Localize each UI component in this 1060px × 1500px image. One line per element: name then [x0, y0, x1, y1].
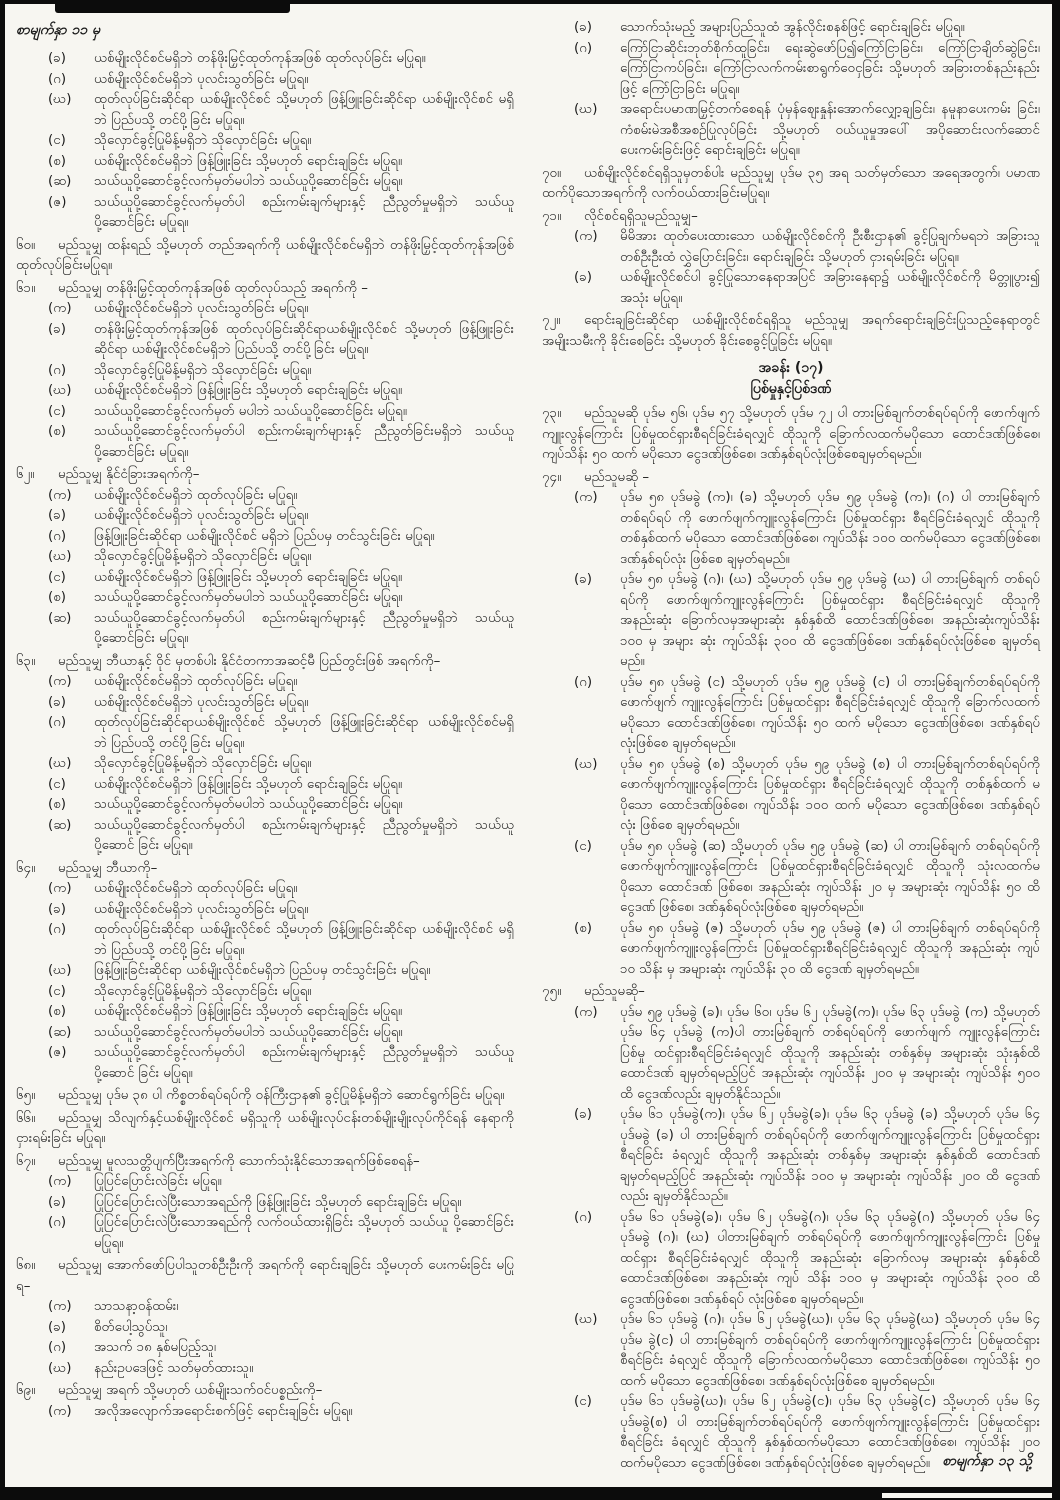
- list-item: [542, 268, 1040, 309]
- item-label: (ဃ): [48, 963, 72, 979]
- item-text: သယ်ယူပို့ဆောင်ခွင့်လက်မှတ်ပါ စည်းကမ်းချက်များနှင့် ညီညွတ်ခြင်းမရှိဘဲ သယ်ယူ ပို့ဆောင်ခြင်း မပြုရ။: [94, 424, 514, 460]
- list-item: [16, 775, 514, 796]
- item-text: ယစ်မျိုးလိုင်စင်မရှိဘဲ တန်ဖိုးမြှင့်ထုတ်ကုန်အဖြစ် ထုတ်လုပ်ခြင်း မပြုရ။: [94, 51, 426, 67]
- item-label: (စ): [48, 1004, 66, 1020]
- item-text: ပုဒ်မ ၆၁ ပုဒ်မခွဲ(ခ)၊ ပုဒ်မ ၆၂ ပုဒ်မခွဲ(ဂ)၊ ပုဒ်မ ၆၃ ပုဒ်မခွဲ(ဂ) သို့မဟုတ် ပုဒ်မ ၆၄ ပုဒ်မခွဲ (ဂ)၊ (ဃ) ပါတားမြစ်ချက် တစ်ရပ်ရပ်ကို ဖောက်ဖျက်ကျူးလွန်ကြောင်း ပြစ်မှုထင်ရှား စီရင်ခြင်းခံရလျှင် ထိုသူကို အနည်းဆုံး ခြောက်လမှ အများဆုံး နှစ်နှစ်ထိ ထောင်ဒဏ်ဖြစ်စေ၊ အနည်းဆုံး ကျပ် သိန်း ၁ဝဝ မှ အများဆုံး ကျပ်သိန်း ၃ဝဝ ထိ ငွေဒဏ်ဖြစ်စေ၊ ဒဏ်နှစ်ရပ် လုံးဖြစ်စေ ချမှတ်ရမည်။: [620, 1209, 1040, 1307]
- section-text: လိုင်စင်ရရှိသူမည်သူမျှ–: [584, 208, 698, 224]
- item-label: (က): [48, 487, 72, 503]
- list-item: [16, 70, 514, 91]
- item-text: သယ်ယူပို့ဆောင်ခွင့်လက်မှတ်မပါဘဲ သယ်ယူပို့ဆောင်ခြင်း မပြုရ။: [94, 797, 403, 813]
- item-text: ပုဒ်မ ၆၁ ပုဒ်မခွဲ(က)၊ ပုဒ်မ ၆၂ ပုဒ်မခွဲ(ခ)၊ ပုဒ်မ ၆၃ ပုဒ်မခွဲ (ခ) သို့မဟုတ် ပုဒ်မ ၆၄ ပုဒ်မခွဲ (ခ) ပါ တားမြစ်ချက် တစ်ရပ်ရပ်ကို ဖောက်ဖျက်ကျူးလွန်ကြောင်း ပြစ်မှုထင်ရှား စီရင်ခြင်း ခံရလျှင် ထိုသူကို အနည်းဆုံး တစ်နှစ်မှ အများဆုံး နှစ်နှစ်ထိ ထောင်ဒဏ် ချမှတ်ရမည့်ပြင် အနည်းဆုံး ကျပ်သိန်း ၁ဝဝ မှ အများဆုံး ကျပ်သိန်း ၂ဝဝ ထိ ငွေဒဏ်လည်း ချမှတ်နိုင်သည်။: [620, 1107, 1040, 1204]
- list-item: [16, 795, 514, 816]
- item-label: (ခ): [48, 321, 66, 337]
- item-text: ယစ်မျိုးလိုင်စင်ပါ ခွင့်ပြုသောနေရာအပြင် အခြားနေရာ၌ ယစ်မျိုးလိုင်စင်ကို မိတ္တူပွား၍ အသုံး မပြုရ။: [620, 270, 1040, 306]
- item-label: (ခ): [574, 572, 592, 587]
- list-item: [16, 90, 514, 131]
- section-text: မည်သူမဆို –: [584, 469, 650, 485]
- list-item: [16, 547, 514, 568]
- item-label: (ဂ): [48, 922, 67, 938]
- item-label: (က): [48, 301, 72, 317]
- item-text: ထုတ်လုပ်ခြင်းဆိုင်ရာ ယစ်မျိုးလိုင်စင် သို့မဟုတ် ဖြန့်ဖြူးခြင်းဆိုင်ရာ ယစ်မျိုးလိုင်စင် မရှိဘဲ ပြည်ပသို့ တင်ပို့ခြင်း မပြုရ။: [94, 922, 514, 958]
- item-label: (ဆ): [48, 610, 72, 626]
- item-label: (ဃ): [48, 383, 72, 399]
- item-label: (င): [48, 776, 66, 792]
- item-label: (က): [48, 1174, 72, 1190]
- section-paragraph: [542, 468, 1040, 489]
- section-text: ရောင်းချခြင်းဆိုင်ရာ ယစ်မျိုးလိုင်စင်ရရှိသူ မည်သူမျှ အရက်ရောင်းချခြင်းပြုသည့်နေရာတွင် အမျိုးသမီးကို ခိုင်းစေခြင်း သို့မဟုတ် ခိုင်းစေခွင့်ပြုခြင်း မပြုရ။: [542, 313, 1040, 349]
- item-label: (ဃ): [48, 92, 72, 108]
- list-item: [16, 381, 514, 402]
- item-label: (ဆ): [48, 174, 72, 190]
- section-text: မည်သူမျှ အရက် သို့မဟုတ် ယစ်မျိုးသက်ဝင်ပစ္စည်းကို–: [58, 1383, 323, 1399]
- list-item: [542, 673, 1040, 755]
- section-paragraph: [542, 982, 1040, 1003]
- chapter-heading-line: ပြစ်မှုနှင့်ပြစ်ဒဏ်: [750, 381, 832, 397]
- item-label: (ဂ): [48, 71, 67, 87]
- item-text: သယ်ယူပို့ဆောင်ခွင့်လက်မှတ် မပါဘဲ သယ်ယူပို့ဆောင်ခြင်း မပြုရ။: [94, 403, 407, 419]
- section-text: ယစ်မျိုးလိုင်စင်ရရှိသူမှတစ်ပါး မည်သူမျှ ပုဒ်မ ၃၅ အရ သတ်မှတ်သော အရေအတွက်၊ ပမာဏ ထက်ပိုသောအရက်ကို လက်ဝယ်ထားခြင်းမပြုရ။: [542, 165, 1040, 201]
- item-text: ဖြန့်ဖြူးခြင်းဆိုင်ရာ ယစ်မျိုးလိုင်စင် မရှိဘဲ ပြည်ပမှ တင်သွင်းခြင်း မပြုရ။: [94, 528, 435, 544]
- section-number: ၆ဝ။: [16, 237, 36, 253]
- item-label: (ဃ): [574, 756, 598, 772]
- section-number: ၇၅။: [542, 984, 562, 999]
- item-label: (င): [48, 403, 66, 419]
- item-text: သိုလှောင်ခွင့်ပြုမိန့်မရှိဘဲ သိုလှောင်ခြင်း မပြုရ။: [94, 756, 312, 772]
- section: [16, 1109, 514, 1150]
- item-text: သိုလှောင်ခွင့်ပြုမိန့်မရှိဘဲ သိုလှောင်ခြင်း မပြုရ။: [94, 362, 312, 378]
- item-label: (က): [48, 881, 72, 897]
- chapter-heading-line: အခန်း (၁၇): [758, 360, 824, 376]
- item-label: (ခ): [48, 694, 66, 710]
- item-text: သယ်ယူပို့ဆောင်ခွင့်လက်မှတ်ပါ စည်းကမ်းချက်များနှင့် ညီညွတ်မှုမရှိဘဲ သယ်ယူပို့ဆောင် ခြင်း မပြုရ။: [94, 817, 514, 854]
- list-item: [16, 1338, 514, 1359]
- page-content: [16, 18, 1040, 1478]
- section-number: ၆၃။: [16, 653, 36, 669]
- item-label: (ခ): [574, 1107, 592, 1122]
- item-text: ပုဒ်မ ၅၈ ပုဒ်မခွဲ (င) သို့မဟုတ် ပုဒ်မ ၅၉ ပုဒ်မခွဲ (င) ပါ တားမြစ်ချက်တစ်ရပ်ရပ်ကို ဖောက်ဖျက် ကျူးလွန်ကြောင်း ပြစ်မှုထင်ရှား စီရင်ခြင်းခံရလျှင် ထိုသူကို ခြောက်လထက် မပိုသော ထောင်ဒဏ်ဖြစ်စေ၊ ကျပ်သိန်း ၅ဝ ထက် မပိုသော ငွေဒဏ်ဖြစ်စေ၊ ဒဏ်နှစ်ရပ် လုံးဖြစ်စေ ချမှတ်ရမည်။: [620, 674, 1040, 751]
- item-text: သယ်ယူပို့ဆောင်ခွင့်လက်မှတ်ပါ စည်းကမ်းချက်များနှင့် ညီညွတ်မှုမရှိဘဲ သယ်ယူပို့ဆောင် ခြင်း မပြုရ။: [94, 1045, 514, 1081]
- item-label: (ဂ): [574, 674, 593, 690]
- section-text: မည်သူမျှ နိုင်ငံခြားအရက်ကို–: [58, 467, 200, 483]
- item-label: (ဂ): [48, 362, 67, 378]
- section: [542, 164, 1040, 205]
- item-text: ပြုပြင်ပြောင်းလဲပြီးသောအရည်ကို ဖြန့်ဖြူးခြင်း သို့မဟုတ် ရောင်းချခြင်း မပြုရ။: [94, 1194, 462, 1210]
- list-item: [16, 527, 514, 548]
- list-item: [16, 1213, 514, 1254]
- item-text: ပြုပြင်ပြောင်းလဲခြင်း မပြုရ။: [94, 1174, 222, 1190]
- item-text: ပုဒ်မ ၆၁ ပုဒ်မခွဲ (ဂ)၊ ပုဒ်မ ၆၂ ပုဒ်မခွဲ(ဃ)၊ ပုဒ်မ ၆၃ ပုဒ်မခွဲ(ဃ) သို့မဟုတ် ပုဒ်မ ၆၄ ပုဒ်မ ခွဲ(င) ပါ တားမြစ်ချက် တစ်ရပ်ရပ်ကို ဖောက်ဖျက်ကျူးလွန်ကြောင်း ပြစ်မှုထင်ရှား စီရင်ခြင်း ခံရလျှင် ထိုသူကို ခြောက်လထက်မပိုသော ထောင်ဒဏ်ဖြစ်စေ၊ ကျပ်သိန်း ၅ဝ ထက် မပိုသော ငွေဒဏ်ဖြစ်စေ၊ ဒဏ်နှစ်ရပ်လုံးဖြစ်စေ ချမှတ်ရမည်။: [620, 1312, 1040, 1389]
- item-label: (က): [48, 1403, 72, 1419]
- section: [16, 859, 514, 1085]
- item-text: သိုလှောင်ခွင့်ပြုမိန့်မရှိဘဲ သိုလှောင်ခြင်း မပြုရ။: [94, 983, 312, 999]
- item-text: စိတ်ပေါ့သွပ်သူ၊: [94, 1319, 168, 1335]
- section-paragraph: [16, 1086, 514, 1107]
- section: [16, 236, 514, 277]
- item-text: အရောင်းပမာဏမြှင့်တက်စေရန် ပုံမှန်ဈေးနှုန်းအောက်လျှော့ချခြင်း၊ နမူနာပေးကမ်း ခြင်း၊ ကံစမ်းမဲအစီအစဉ်ပြုလုပ်ခြင်း သို့မဟုတ် ဝယ်ယူမှုအပေါ် အပိုဆောင်းလက်ဆောင် ပေးကမ်းခြင်းဖြင့် ရောင်းချခြင်း မပြုရ။: [620, 102, 1040, 158]
- list-item: [16, 816, 514, 857]
- section-number: ၆၄။: [16, 860, 36, 876]
- scan-border-right: [1052, 0, 1060, 1500]
- item-label: (ခ): [48, 508, 66, 524]
- list-item: [16, 152, 514, 173]
- section: [16, 652, 514, 857]
- section-number: ၇၄။: [542, 469, 562, 485]
- item-text: ပုဒ်မ ၅၈ ပုဒ်မခွဲ (ဇ) သို့မဟုတ် ပုဒ်မ ၅၉ ပုဒ်မခွဲ (ဇ) ပါ တားမြစ်ချက် တစ်ရပ်ရပ်ကို ဖောက်ဖျက်ကျူးလွန်ကြောင်း ပြစ်မှုထင်ရှားစီရင်ခြင်းခံရလျှင် ထိုသူကို အနည်းဆုံး ကျပ် ၁ဝ သိန်း မှ အများဆုံး ကျပ်သိန်း ၃ဝ ထိ ငွေဒဏ် ချမှတ်ရမည်။: [620, 920, 1040, 977]
- item-text: ယစ်မျိုးလိုင်စင်မရှိဘဲ ထုတ်လုပ်ခြင်း မပြုရ။: [94, 881, 298, 897]
- section-text: မည်သူမဆို–: [584, 984, 645, 999]
- list-item: [542, 919, 1040, 981]
- left-column: [16, 18, 514, 1478]
- item-text: ပုဒ်မ ၆၁ ပုဒ်မခွဲ(ဃ)၊ ပုဒ်မ ၆၂ ပုဒ်မခွဲ(င)၊ ပုဒ်မ ၆၃ ပုဒ်မခွဲ(င) သို့မဟုတ် ပုဒ်မ ၆၄ ပုဒ်မခွဲ(စ) ပါ တားမြစ်ချက်တစ်ရပ်ရပ်ကို ဖောက်ဖျက်ကျူးလွန်ကြောင်း ပြစ်မှုထင်ရှားစီရင်ခြင်း ခံရလျှင် ထိုသူကို နှစ်နှစ်ထက်မပိုသော ထောင်ဒဏ်ဖြစ်စေ၊ ကျပ်သိန်း ၂ဝဝ ထက်မပိုသော ငွေဒဏ်ဖြစ်စေ၊ ဒဏ်နှစ်ရပ်လုံးဖြစ်စေ ချမှတ်ရမည်။: [620, 1394, 1040, 1471]
- item-text: ပုဒ်မ ၅၉ ပုဒ်မခွဲ (ခ)၊ ပုဒ်မ ၆ဝ၊ ပုဒ်မ ၆၂ ပုဒ်မခွဲ(က)၊ ပုဒ်မ ၆၃ ပုဒ်မခွဲ (က) သို့မဟုတ် ပုဒ်မ ၆၄ ပုဒ်မခွဲ (က)ပါ တားမြစ်ချက် တစ်ရပ်ရပ်ကို ဖောက်ဖျက် ကျူးလွန်ကြောင်း ပြစ်မှု ထင်ရှားစီရင်ခြင်းခံရလျှင် ထိုသူကို အနည်းဆုံး တစ်နှစ်မှ အများဆုံး သုံးနှစ်ထိ ထောင်ဒဏ် ချမှတ်ရမည့်ပြင် အနည်းဆုံး ကျပ်သိန်း ၂ဝဝ မှ အများဆုံး ကျပ်သိန်း ၅ဝဝ ထိ ငွေဒဏ်လည်း ချမှတ်နိုင်သည်။: [620, 1004, 1040, 1102]
- section-paragraph: [16, 1109, 514, 1150]
- item-text: ထုတ်လုပ်ခြင်းဆိုင်ရာယစ်မျိုးလိုင်စင် သို့မဟုတ် ဖြန့်ဖြူးခြင်းဆိုင်ရာ ယစ်မျိုးလိုင်စင်မရှိ ဘဲ ပြည်ပသို့ တင်ပို့ခြင်း မပြုရ။: [94, 715, 514, 751]
- list-item: [16, 361, 514, 382]
- list-item: [542, 227, 1040, 268]
- item-text: သာသနာ့ဝန်ထမ်း၊: [94, 1299, 179, 1315]
- section-number: ၆၂။: [16, 467, 35, 483]
- item-text: ယစ်မျိုးလိုင်စင်မရှိဘဲ ဖြန့်ဖြူးခြင်း သို့မဟုတ် ရောင်းချခြင်း မပြုရ။: [94, 569, 402, 585]
- list-item: [16, 1297, 514, 1318]
- section-text: မည်သူမျှ ဘီယာကို–: [58, 860, 158, 876]
- item-text: ယစ်မျိုးလိုင်စင်မရှိဘဲ ပုလင်းသွတ်ခြင်း မပြုရ။: [94, 694, 309, 710]
- list-item: [16, 1402, 514, 1423]
- list-item: [16, 568, 514, 589]
- section-number: ၇၁။: [542, 208, 562, 224]
- item-text: သယ်ယူပို့ဆောင်ခွင့်လက်မှတ်ပါ စည်းကမ်းချက်များနှင့် ညီညွတ်မှုမရှိဘဲ သယ်ယူ ပို့ဆောင်ခြင်း မပြုရ။: [94, 610, 514, 647]
- item-label: (က): [574, 490, 598, 505]
- section: [16, 465, 514, 650]
- item-text: အလိုအလျောက်အရောင်းစက်ဖြင့် ရောင်းချခြင်း မပြုရ။: [94, 1403, 353, 1419]
- section-number: ၆၈။: [16, 1258, 36, 1274]
- section: [16, 1256, 514, 1379]
- item-label: (ဂ): [574, 40, 593, 56]
- item-label: (စ): [48, 424, 66, 440]
- list-item: [542, 837, 1040, 919]
- item-label: (ဂ): [48, 1340, 67, 1356]
- section-paragraph: [16, 1381, 514, 1402]
- page-header: စာမျက်နှာ ၁၁ မှ: [16, 22, 101, 38]
- list-item: [16, 713, 514, 754]
- item-label: (ဂ): [48, 1215, 67, 1231]
- item-text: ပြုပြင်ပြောင်းလဲပြီးသောအရည်ကို လက်ဝယ်ထားရှိခြင်း သို့မဟုတ် သယ်ယူ ပို့ဆောင်ခြင်း မပြုရ။: [94, 1215, 514, 1251]
- item-text: ယစ်မျိုးလိုင်စင်မရှိဘဲ ပုလင်းသွတ်ခြင်း မပြုရ။: [94, 508, 309, 524]
- list-item: [16, 1023, 514, 1044]
- section-paragraph: [16, 652, 514, 673]
- item-label: (စ): [48, 153, 66, 169]
- section-paragraph: [542, 404, 1040, 466]
- list-item: [16, 1318, 514, 1339]
- chapter-heading: [542, 358, 1040, 400]
- item-label: (ဇ): [48, 194, 67, 210]
- item-label: (ဇ): [48, 1045, 67, 1061]
- list-item: [542, 570, 1040, 673]
- item-text: ကြော်ငြာဆိုင်းဘုတ်စိုက်ထူခြင်း၊ ရေးဆွဲဖော်ပြ၍ကြော်ငြာခြင်း၊ ကြော်ငြာချိတ်ဆွဲခြင်း၊ ကြော်ငြာကပ်ခြင်း၊ ကြော်ငြာလက်ကမ်းစာရွက်ဝေငှခြင်း သို့မဟုတ် အခြားတစ်နည်းနည်း ဖြင့် ကြော်ငြာခြင်း မပြုရ။: [620, 40, 1040, 97]
- section-paragraph: [542, 207, 1040, 228]
- list-item: [16, 486, 514, 507]
- item-text: သယ်ယူပို့ဆောင်ခွင့်လက်မှတ်မပါဘဲ သယ်ယူပို့ဆောင်ခြင်း မပြုရ။: [94, 590, 403, 606]
- section: [16, 1086, 514, 1107]
- item-text: သောက်သုံးမည့် အများပြည်သူထံ အွန်လိုင်းစနစ်ဖြင့် ရောင်းချခြင်း မပြုရ။: [620, 20, 965, 35]
- section-number: ၆၇။: [16, 1153, 36, 1169]
- list-item: [16, 193, 514, 234]
- list-item: [542, 755, 1040, 837]
- section: [16, 49, 514, 234]
- item-text: ယစ်မျိုးလိုင်စင်မရှိဘဲ ဖြန့်ဖြူးခြင်း သို့မဟုတ် ရောင်းချခြင်း မပြုရ။: [94, 153, 402, 169]
- list-item: [16, 49, 514, 70]
- section: [16, 1381, 514, 1422]
- item-label: (စ): [48, 797, 66, 813]
- item-label: (ဂ): [48, 715, 67, 731]
- section-paragraph: [16, 236, 514, 277]
- item-label: (ဃ): [574, 102, 598, 117]
- section-text: မည်သူမျှ သိလျက်နှင့်ယစ်မျိုးလိုင်စင် မရှိသူကို ယစ်မျိုးလုပ်ငန်းတစ်မျိုးမျိုးလုပ်ကိုင်ရန် နေရာကို ငှားရမ်းခြင်း မပြုရ။: [16, 1110, 514, 1147]
- section-paragraph: [16, 279, 514, 300]
- list-item: [16, 402, 514, 423]
- section-paragraph: [542, 164, 1040, 205]
- item-label: (ဆ): [48, 817, 72, 833]
- section-number: ၇၃။: [542, 406, 562, 421]
- section-text: မည်သူမျှ ဘီယာနှင့် ဝိုင် မှတစ်ပါး နိုင်ငံတကာအဆင့်မီ ပြည်တွင်းဖြစ် အရက်ကို–: [58, 653, 441, 669]
- right-column: [542, 18, 1040, 1478]
- section: [542, 468, 1040, 981]
- list-item: [16, 900, 514, 921]
- item-label: (ဃ): [48, 1360, 72, 1376]
- item-text: သယ်ယူပို့ဆောင်ခွင့်လက်မှတ်မပါဘဲ သယ်ယူပို့ဆောင်ခြင်း မပြုရ။: [94, 1024, 403, 1040]
- item-label: (ဆ): [48, 1024, 72, 1040]
- list-item: [16, 299, 514, 320]
- list-item: [16, 920, 514, 961]
- item-text: ပုဒ်မ ၅၈ ပုဒ်မခွဲ (ဆ) သို့မဟုတ် ပုဒ်မ ၅၉ ပုဒ်မခွဲ (ဆ) ပါ တားမြစ်ချက် တစ်ရပ်ရပ်ကို ဖောက်ဖျက်ကျူးလွန်ကြောင်း ပြစ်မှုထင်ရှားစီရင်ခြင်းခံရလျှင် ထိုသူကို သုံးလထက်မပိုသော ထောင်ဒဏ် ဖြစ်စေ၊ အနည်းဆုံး ကျပ်သိန်း ၂ဝ မှ အများဆုံး ကျပ်သိန်း ၅ဝ ထိ ငွေဒဏ် ဖြစ်စေ၊ ဒဏ်နှစ်ရပ်လုံးဖြစ်စေ ချမှတ်ရမည်။: [620, 838, 1040, 915]
- list-item: [16, 506, 514, 527]
- list-item: [542, 1003, 1040, 1106]
- list-item: [542, 18, 1040, 39]
- item-label: (ခ): [48, 51, 66, 67]
- item-label: (ခ): [574, 270, 592, 285]
- section-text: မည်သူမျှ မူလသတ္တိပျက်ပြီးအရက်ကို သောက်သုံးနိုင်သောအရက်ဖြစ်စေရန်–: [58, 1153, 420, 1169]
- section-paragraph: [16, 1256, 514, 1297]
- item-text: သယ်ယူပို့ဆောင်ခွင့်လက်မှတ်ပါ စည်းကမ်းချက်များနှင့် ညီညွတ်မှုမရှိဘဲ သယ်ယူပို့ဆောင်ခြင်း မပြုရ။: [94, 194, 514, 231]
- item-text: ယစ်မျိုးလိုင်စင်မရှိဘဲ ထုတ်လုပ်ခြင်း မပြုရ။: [94, 487, 298, 503]
- section: [542, 207, 1040, 310]
- item-text: ယစ်မျိုးလိုင်စင်မရှိဘဲ ဖြန့်ဖြူးခြင်း သို့မဟုတ် ရောင်းချခြင်း မပြုရ။: [94, 1004, 402, 1020]
- section-number: ၆၁။: [16, 280, 36, 296]
- scan-border-left: [0, 0, 5, 1500]
- item-label: (င): [48, 569, 66, 585]
- item-label: (င): [574, 838, 592, 854]
- item-label: (ခ): [574, 20, 592, 35]
- item-label: (ခ): [48, 1319, 66, 1335]
- list-item: [16, 1002, 514, 1023]
- item-text: အသက် ၁၈ နှစ်မပြည့်သူ၊: [94, 1340, 217, 1356]
- item-text: ယစ်မျိုးလိုင်စင်မရှိဘဲ ပုလင်းသွတ်ခြင်း မပြုရ။: [94, 901, 309, 917]
- section-paragraph: [542, 311, 1040, 352]
- item-label: (ခ): [48, 1194, 66, 1210]
- item-label: (င): [48, 133, 66, 149]
- item-text: တန်ဖိုးမြှင့်ထုတ်ကုန်အဖြစ် ထုတ်လုပ်ခြင်းဆိုင်ရာယစ်မျိုးလိုင်စင် သို့မဟုတ် ဖြန့်ဖြူးခြင်း ဆိုင်ရာ ယစ်မျိုးလိုင်စင်မရှိဘဲ ပြည်ပသို့ တင်ပို့ခြင်း မပြုရ။: [94, 321, 514, 358]
- section-number: ၇၂။: [542, 313, 561, 328]
- section: [542, 18, 1040, 162]
- list-item: [16, 982, 514, 1003]
- list-item: [542, 1208, 1040, 1311]
- section-number: ၆၆။: [16, 1110, 36, 1126]
- list-item: [16, 693, 514, 714]
- section-number: ၇ဝ။: [542, 165, 562, 181]
- item-text: ပုဒ်မ ၅၈ ပုဒ်မခွဲ (စ) သို့မဟုတ် ပုဒ်မ ၅၉ ပုဒ်မခွဲ (စ) ပါ တားမြစ်ချက်တစ်ရပ်ရပ်ကို ဖောက်ဖျက်ကျူးလွန်ကြောင်း ပြစ်မှုထင်ရှား စီရင်ခြင်းခံရလျှင် ထိုသူကို တစ်နှစ်ထက် မပိုသော ထောင်ဒဏ်ဖြစ်စေ၊ ကျပ်သိန်း ၁ဝဝ ထက် မပိုသော ငွေဒဏ်ဖြစ်စေ၊ ဒဏ်နှစ်ရပ်လုံး ဖြစ်စေ ချမှတ်ရမည်။: [620, 756, 1040, 833]
- item-label: (င): [48, 983, 66, 999]
- item-label: (ဂ): [48, 528, 67, 544]
- item-text: ယစ်မျိုးလိုင်စင်မရှိဘဲ ပုလင်းသွတ်ခြင်း မပြုရ။: [94, 71, 309, 87]
- section-paragraph: [16, 1152, 514, 1173]
- list-item: [16, 172, 514, 193]
- item-text: ပုဒ်မ ၅၈ ပုဒ်မခွဲ (ဂ)၊ (ဃ) သို့မဟုတ် ပုဒ်မ ၅၉ ပုဒ်မခွဲ (ဃ) ပါ တားမြစ်ချက် တစ်ရပ်ရပ်ကို ဖောက်ဖျက်ကျူးလွန်ကြောင်း ပြစ်မှုထင်ရှား စီရင်ခြင်းခံရလျှင် ထိုသူကို အနည်းဆုံး ခြောက်လမှအများဆုံး နှစ်နှစ်ထိ ထောင်ဒဏ်ဖြစ်စေ၊ အနည်းဆုံးကျပ်သိန်း ၁ဝဝ မှ အများ ဆုံး ကျပ်သိန်း ၃ဝဝ ထိ ငွေဒဏ်ဖြစ်စေ၊ ဒဏ်နှစ်ရပ်လုံးဖြစ်စေ ချမှတ်ရမည်။: [620, 572, 1040, 669]
- item-text: ယစ်မျိုးလိုင်စင်မရှိဘဲ ပုလင်းသွတ်ခြင်း မပြုရ။: [94, 301, 309, 317]
- section-number: ၆၅။: [16, 1088, 36, 1104]
- list-item: [16, 609, 514, 650]
- item-label: (က): [48, 674, 72, 690]
- section: [542, 311, 1040, 352]
- section-text: မည်သူမျှ ပုဒ်မ ၃၈ ပါ ကိစ္စတစ်ရပ်ရပ်ကို ဝန်ကြီးဌာန၏ ခွင့်ပြုမိန့်မရှိဘဲ ဆောင်ရွက်ခြင်း မပြုရ။: [58, 1088, 505, 1104]
- list-item: [16, 754, 514, 775]
- item-text: ပုဒ်မ ၅၈ ပုဒ်မခွဲ (က)၊ (ခ) သို့မဟုတ် ပုဒ်မ ၅၉ ပုဒ်မခွဲ (က)၊ (ဂ) ပါ တားမြစ်ချက် တစ်ရပ်ရပ် ကို ဖောက်ဖျက်ကျူးလွန်ကြောင်း ပြစ်မှုထင်ရှား စီရင်ခြင်းခံရလျှင် ထိုသူကို တစ်နှစ်ထက် မပိုသော ထောင်ဒဏ်ဖြစ်စေ၊ ကျပ်သိန်း ၁ဝဝ ထက်မပိုသော ငွေဒဏ်ဖြစ်စေ၊ ဒဏ်နှစ်ရပ်လုံး ဖြစ်စေ ချမှတ်ရမည်။: [620, 490, 1040, 567]
- list-item: [542, 39, 1040, 101]
- item-text: ထုတ်လုပ်ခြင်းဆိုင်ရာ ယစ်မျိုးလိုင်စင် သို့မဟုတ် ဖြန့်ဖြူးခြင်းဆိုင်ရာ ယစ်မျိုးလိုင်စင် မရှိဘဲ ပြည်ပသို့ တင်ပို့ခြင်း မပြုရ။: [94, 92, 514, 128]
- section-text: မည်သူမျှ အောက်ဖော်ပြပါသူတစ်ဦးဦးကို အရက်ကို ရောင်းချခြင်း သို့မဟုတ် ပေးကမ်းခြင်း မပြုရ–: [16, 1258, 514, 1294]
- list-item: [16, 320, 514, 361]
- item-text: မိမိအား ထုတ်ပေးထားသော ယစ်မျိုးလိုင်စင်ကို ဦးစီးဌာန၏ ခွင့်ပြုချက်မရဘဲ အခြားသူ တစ်ဦးဦးထံ လွှဲပြောင်းခြင်း၊ ရောင်းချခြင်း သို့မဟုတ် ငှားရမ်းခြင်း မပြုရ။: [620, 229, 1040, 265]
- item-label: (ဃ): [48, 756, 72, 772]
- section-text: မည်သူမဆို ပုဒ်မ ၅၆၊ ပုဒ်မ ၅၇ သို့မဟုတ် ပုဒ်မ ၇၂ ပါ တားမြစ်ချက်တစ်ရပ်ရပ်ကို ဖောက်ဖျက် ကျူးလွန်ကြောင်း ပြစ်မှုထင်ရှားစီရင်ခြင်းခံရလျှင် ထိုသူကို ခြောက်လထက်မပိုသော ထောင်ဒဏ်ဖြစ်စေ၊ ကျပ်သိန်း ၅ဝ ထက် မပိုသော ငွေဒဏ်ဖြစ်စေ၊ ဒဏ်နှစ်ရပ်လုံးဖြစ်စေချမှတ်ရမည်။: [542, 406, 1040, 462]
- scan-border-bottom-notch: [882, 1493, 1052, 1498]
- section: [542, 982, 1040, 1474]
- section: [16, 279, 514, 464]
- item-text: သယ်ယူပို့ဆောင်ခွင့်လက်မှတ်မပါဘဲ သယ်ယူပို့ဆောင်ခြင်း မပြုရ။: [94, 174, 403, 190]
- list-item: [542, 488, 1040, 570]
- list-item: [16, 131, 514, 152]
- section-number: ၆၉။: [16, 1383, 36, 1399]
- item-text: ဖြန့်ဖြူးခြင်းဆိုင်ရာ ယစ်မျိုးလိုင်စင်မရှိဘဲ ပြည်ပမှ တင်သွင်းခြင်း မပြုရ။: [94, 963, 431, 979]
- item-label: (ခ): [48, 901, 66, 917]
- section: [16, 1152, 514, 1255]
- section-text: မည်သူမျှ ထန်းရည် သို့မဟုတ် တည်အရက်ကို ယစ်မျိုးလိုင်စင်မရှိဘဲ တန်ဖိုးမြှင့်ထုတ်ကုန်အဖြစ် ထုတ်လုပ်ခြင်းမပြုရ။: [16, 237, 514, 274]
- list-item: [542, 1105, 1040, 1208]
- item-text: ယစ်မျိုးလိုင်စင်မရှိဘဲ ထုတ်လုပ်ခြင်း မပြုရ။: [94, 674, 298, 690]
- list-item: [542, 100, 1040, 162]
- item-text: သိုလှောင်ခွင့်ပြုမိန့်မရှိဘဲ သိုလှောင်ခြင်း မပြုရ။: [94, 549, 312, 565]
- list-item: [16, 1043, 514, 1084]
- item-text: ယစ်မျိုးလိုင်စင်မရှိဘဲ ဖြန့်ဖြူးခြင်း သို့မဟုတ် ရောင်းချခြင်း မပြုရ။: [94, 383, 402, 399]
- list-item: [16, 1193, 514, 1214]
- section-paragraph: [16, 465, 514, 486]
- item-text: သိုလှောင်ခွင့်ပြုမိန့်မရှိဘဲ သိုလှောင်ခြင်း မပြုရ။: [94, 133, 312, 149]
- item-label: (င): [574, 1394, 592, 1409]
- section: [542, 404, 1040, 466]
- item-label: (စ): [574, 920, 592, 936]
- item-label: (က): [574, 1004, 598, 1020]
- section-text: မည်သူမျှ တန်ဖိုးမြှင့်ထုတ်ကုန်အဖြစ် ထုတ်လုပ်သည့် အရက်ကို –: [58, 280, 368, 296]
- list-item: [16, 1359, 514, 1380]
- list-item: [16, 422, 514, 463]
- item-label: (ဂ): [574, 1209, 593, 1225]
- list-item: [542, 1310, 1040, 1392]
- section-paragraph: [16, 859, 514, 880]
- list-item: [16, 672, 514, 693]
- list-item: [16, 1172, 514, 1193]
- item-label: (က): [48, 1299, 72, 1315]
- item-text: ယစ်မျိုးလိုင်စင်မရှိဘဲ ဖြန့်ဖြူးခြင်း သို့မဟုတ် ရောင်းချခြင်း မပြုရ။: [94, 776, 402, 792]
- item-label: (က): [574, 229, 598, 244]
- item-label: (ဃ): [574, 1312, 598, 1327]
- item-text: နည်းဥပဒေဖြင့် သတ်မှတ်ထားသူ။: [94, 1360, 254, 1376]
- page-footer: စာမျက်နှာ ၁၃ သို့: [942, 1453, 1032, 1469]
- list-item: [16, 879, 514, 900]
- item-label: (ဃ): [48, 549, 72, 565]
- item-label: (စ): [48, 590, 66, 606]
- list-item: [16, 961, 514, 982]
- scan-artifact-top-left: [55, 0, 290, 13]
- list-item: [16, 588, 514, 609]
